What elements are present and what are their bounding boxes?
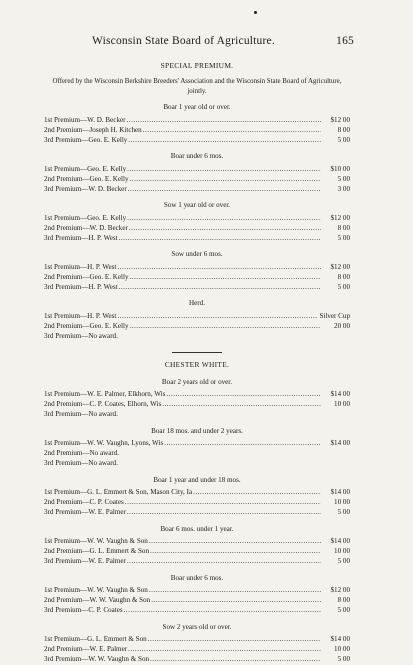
premium-winner: 1st Premium—W. W. Vaughn & Son: [44, 536, 148, 545]
premium-amount: $14 00: [330, 634, 350, 643]
premium-winner: 1st Premium—Geo. E. Kelly: [44, 164, 127, 173]
premium-winner: 3rd Premium—No award.: [44, 459, 118, 468]
premium-amount: $10 00: [330, 164, 350, 173]
premium-winner: 1st Premium—H. P. West: [44, 311, 117, 320]
premium-row: [44, 184, 350, 194]
dot-leader: [143, 125, 321, 135]
premium-row: [44, 585, 350, 595]
premium-winner: 2nd Premium—W. W. Vaughn & Son: [44, 596, 151, 605]
premium-row: [44, 321, 350, 331]
premium-amount: 5 00: [337, 174, 350, 183]
premium-amount: 8 00: [337, 125, 350, 134]
premium-row: [44, 233, 350, 243]
premium-winner: 2nd Premium—Joseph H. Kitchen: [44, 125, 142, 134]
premium-amount: 20 00: [334, 321, 350, 330]
print-mark: [254, 11, 257, 14]
premium-amount: $14 00: [330, 536, 350, 545]
premium-row: [44, 634, 350, 644]
premium-amount: 10 00: [334, 547, 350, 556]
premium-amount: 5 00: [337, 136, 350, 145]
dot-leader: [119, 282, 321, 292]
premium-row: [44, 458, 350, 468]
premium-amount: 5 00: [337, 508, 350, 517]
premium-winner: 1st Premium—W. D. Becker: [44, 115, 126, 124]
dot-leader: [193, 487, 321, 497]
premium-row: [44, 223, 350, 233]
class-heading: Sow under 6 mos.: [171, 250, 223, 259]
premium-amount: 3 00: [337, 185, 350, 194]
page-number: 165: [336, 35, 354, 47]
premium-winner: 3rd Premium—No award.: [44, 410, 118, 419]
dot-leader: [150, 546, 321, 556]
dot-leader: [130, 321, 321, 331]
premium-amount: 10 00: [334, 645, 350, 654]
premium-winner: 3rd Premium—H. P. West: [44, 234, 118, 243]
section-intro: Offered by the Wisconsin Berkshire Breeders' Association and the Wisconsin State Board of Agriculture, jointly.: [52, 78, 342, 95]
dot-leader: [117, 262, 321, 272]
premium-amount: 10 00: [334, 498, 350, 507]
dot-leader: [151, 595, 321, 605]
premium-row: [44, 311, 350, 321]
premium-row: [44, 546, 350, 556]
premium-amount: 5 00: [337, 606, 350, 615]
premium-amount: $12 00: [330, 262, 350, 271]
premium-row: [44, 595, 350, 605]
premium-amount: $12 00: [330, 115, 350, 124]
running-title: Wisconsin State Board of Agriculture.: [92, 35, 275, 47]
dot-leader: [127, 115, 321, 125]
class-heading: Boar 1 year and under 18 mos.: [153, 475, 241, 484]
chester-white-list: [44, 377, 350, 665]
premium-amount: 5 00: [337, 234, 350, 243]
premium-row: [44, 125, 350, 135]
dot-leader: [166, 389, 321, 399]
premium-amount: 5 00: [337, 557, 350, 566]
premium-row: [44, 389, 350, 399]
premium-winner: 2nd Premium—Geo. E. Kelly: [44, 174, 129, 183]
class-heading: Boar 18 mos. and under 2 years.: [151, 426, 243, 435]
premium-winner: 2nd Premium—G. L. Emmert & Son: [44, 547, 150, 556]
section-title-special: SPECIAL PREMIUM.: [160, 61, 234, 70]
premium-winner: 1st Premium—G. L. Emmert & Son: [44, 634, 147, 643]
premium-winner: 3rd Premium—Geo. E. Kelly: [44, 136, 128, 145]
class-heading: Boar 2 years old or over.: [161, 377, 233, 386]
premium-amount: $14 00: [330, 438, 350, 447]
premium-row: [44, 448, 350, 458]
premium-row: [44, 331, 350, 341]
premium-row: [44, 282, 350, 292]
dot-leader: [130, 272, 321, 282]
premium-winner: 2nd Premium—C. P. Coates: [44, 498, 124, 507]
premium-winner: 2nd Premium—Geo. E. Kelly: [44, 272, 129, 281]
premium-amount: $12 00: [330, 213, 350, 222]
premium-winner: 3rd Premium—W. E. Palmer: [44, 557, 126, 566]
premium-amount: $12 00: [330, 585, 350, 594]
premium-row: [44, 399, 350, 409]
premium-winner: 3rd Premium—W. D. Becker: [44, 185, 127, 194]
class-heading: Boar 6 mos. under 1 year.: [160, 524, 234, 533]
premium-row: [44, 605, 350, 615]
class-heading: Sow 2 years old or over.: [162, 622, 232, 631]
special-premium-list: [44, 102, 350, 341]
premium-amount: 8 00: [337, 223, 350, 232]
premium-row: [44, 115, 350, 125]
premium-winner: 2nd Premium—Geo. E. Kelly: [44, 321, 129, 330]
premium-winner: 1st Premium—Geo. E. Kelly: [44, 213, 127, 222]
premium-amount: $14 00: [330, 487, 350, 496]
premium-row: [44, 438, 350, 448]
dot-leader: [128, 644, 321, 654]
dot-leader: [149, 536, 321, 546]
premium-row: [44, 213, 350, 223]
premium-amount: 10 00: [334, 400, 350, 409]
premium-row: [44, 135, 350, 145]
premium-winner: 3rd Premium—No award.: [44, 332, 118, 341]
section-divider: [172, 352, 222, 353]
premium-winner: 2nd Premium—W. E. Palmer: [44, 645, 128, 654]
premium-row: [44, 174, 350, 184]
premium-amount: 8 00: [337, 596, 350, 605]
dot-leader: [150, 654, 321, 664]
premium-winner: 1st Premium—G. L. Emmert & Son, Mason City, Ia: [44, 487, 193, 496]
premium-row: [44, 497, 350, 507]
dot-leader: [117, 311, 318, 321]
premium-winner: 2nd Premium—No award.: [44, 449, 120, 458]
dot-leader: [127, 213, 321, 223]
premium-amount: 5 00: [337, 655, 350, 664]
dot-leader: [128, 135, 321, 145]
dot-leader: [129, 223, 321, 233]
dot-leader: [130, 174, 321, 184]
premium-row: [44, 409, 350, 419]
premium-amount: $14 00: [330, 389, 350, 398]
premium-row: [44, 272, 350, 282]
premium-row: [44, 556, 350, 566]
class-heading: Herd.: [189, 299, 205, 308]
premium-winner: 3rd Premium—W. E. Palmer: [44, 508, 126, 517]
class-heading: Boar under 6 mos.: [170, 152, 224, 161]
premium-row: [44, 487, 350, 497]
premium-winner: 1st Premium—H. P. West: [44, 262, 117, 271]
premium-winner: 2nd Premium—C. P. Coates, Elhorn, Wis: [44, 400, 162, 409]
premium-row: [44, 644, 350, 654]
premium-winner: 3rd Premium—W. W. Vaughn & Son: [44, 655, 150, 664]
dot-leader: [127, 556, 321, 566]
premium-winner: 3rd Premium—H. P. West: [44, 283, 118, 292]
dot-leader: [128, 184, 321, 194]
dot-leader: [127, 164, 321, 174]
premium-row: [44, 654, 350, 664]
premium-amount: Silver Cup: [319, 311, 350, 320]
dot-leader: [124, 605, 321, 615]
premium-amount: 5 00: [337, 283, 350, 292]
dot-leader: [148, 634, 321, 644]
dot-leader: [164, 438, 321, 448]
premium-winner: 1st Premium—W. W. Vaughn & Son: [44, 585, 148, 594]
dot-leader: [162, 399, 321, 409]
premium-winner: 3rd Premium—C. P. Coates: [44, 606, 123, 615]
premium-winner: 2nd Premium—W. D. Becker: [44, 223, 128, 232]
section-title-chester: CHESTER WHITE.: [164, 360, 230, 370]
class-heading: Boar under 6 mos.: [170, 573, 224, 582]
premium-amount: 8 00: [337, 272, 350, 281]
premium-row: [44, 507, 350, 517]
page-content: [44, 58, 350, 665]
dot-leader: [149, 585, 321, 595]
premium-winner: 1st Premium—W. E. Palmer, Elkhorn, Wis: [44, 389, 166, 398]
class-heading: Boar 1 year old or over.: [163, 103, 231, 112]
premium-row: [44, 262, 350, 272]
class-heading: Sow 1 year old or over.: [163, 201, 231, 210]
dot-leader: [119, 233, 321, 243]
dot-leader: [127, 507, 321, 517]
premium-row: [44, 164, 350, 174]
premium-row: [44, 536, 350, 546]
dot-leader: [125, 497, 321, 507]
premium-winner: 1st Premium—W. W. Vaughn, Lyons, Wis: [44, 438, 164, 447]
